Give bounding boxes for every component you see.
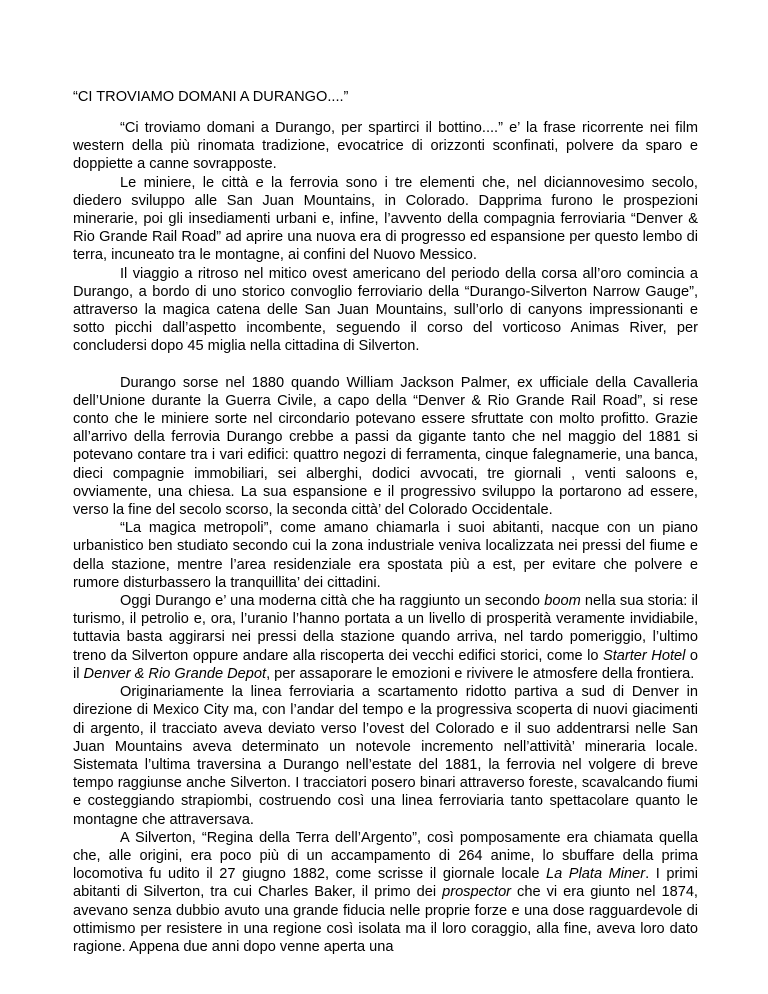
paragraph-8 [73, 829, 698, 956]
text-run: Le miniere, le città e la ferrovia sono i tre elementi che, nel diciannovesimo secolo, diedero sviluppo alle San Juan Mountains, in Colorado. Dapprima furono le prospezioni minerarie, poi gli insediamenti urbani e, infine, l’avvento della compagnia ferroviaria “Denver & Rio Grande Rail Road” ad aprire una nuova era di progresso ed espansione per questo lembo di terra, incuneato tra le montagne, ai confini del Nuovo Messico. [73, 174, 698, 264]
italic-run: prospector [442, 884, 512, 901]
text-run: A Silverton, “Regina della Terra dell’Argento”, così pomposamente era chiamata quella che, alle origini, era poco più di un accampamento di 264 anime, lo sbuffare della prima locomotiva fu udito il 27 giugno 1882, come scrisse il giornale locale [73, 829, 698, 883]
document-body [73, 119, 698, 956]
italic-run: La Plata Miner [546, 866, 646, 883]
text-run: , per assaporare le emozioni e rivivere le atmosfere della frontiera. [266, 665, 695, 682]
text-run: “La magica metropoli”, come amano chiamarla i suoi abitanti, nacque con un piano urbanistico ben studiato secondo cui la zona industriale veniva localizzata nei pressi del fiume e della stazione, mentre l’area residenziale era spostata più a est, per evitare che polvere e rumore disturbassero la tranquillita’ dei cittadini. [73, 520, 698, 591]
paragraph-6 [73, 592, 698, 683]
text-run: . I primi abitanti di Silverton, tra cui Charles Baker, il primo dei [73, 866, 698, 901]
italic-run: Starter Hotel [602, 647, 686, 664]
italic-run: boom [544, 593, 581, 610]
paragraph-5 [73, 519, 698, 592]
text-run: che vi era giunto nel 1874, avevano senza dubbio avuto una grande fiducia nelle proprie forze e una dose ragguardevole di ottimismo per resistere in una regione così isolata ma il loro coraggio, alla fine, aveva loro dato ragione. Appena due anni dopo venne aperta una [73, 884, 698, 955]
paragraph-7 [73, 683, 698, 829]
paragraph-2 [73, 174, 698, 265]
paragraph-4 [73, 374, 698, 520]
paragraph-3 [73, 265, 698, 356]
text-run: Originariamente la linea ferroviaria a scartamento ridotto partiva a sud di Denver in direzione di Mexico City ma, con l’andar del tempo e la progressiva scoperta di nuovi giacimenti di argento, il tracciato aveva deviato verso l’ovest del Colorado e il suo addentrarsi nelle San Juan Mountains aveva determinato un notevole incremento nell’attività’ mineraria locale. Sistemata l’ultima traversina a Durango nell’estate del 1881, la ferrovia nel volgere di breve tempo raggiunse anche Silverton. I tracciatori posero binari attraverso foreste, scavalcando fiumi e costeggiando strapiombi, costruendo così una linea ferroviaria tanto spettacolare quanto le montagne che attraversava. [73, 684, 698, 828]
text-run: o il [73, 647, 699, 682]
text-run: Oggi Durango e’ una moderna città che ha raggiunto un secondo [120, 593, 545, 610]
text-run: nella sua storia: il turismo, il petrolio e, ora, l’uranio l’hanno portata a un livello di prosperità veramente invidiabile, tuttavia basta aggirarsi nei pressi della stazione quando arriva, nel tardo pomeriggio, l’ultimo treno da Silverton oppure andare alla riscoperta dei vecchi edifici storici, come lo [73, 593, 698, 664]
document-title: “CI TROVIAMO DOMANI A DURANGO....” [73, 89, 349, 105]
paragraph-1 [73, 119, 698, 174]
text-run: Durango sorse nel 1880 quando William Jackson Palmer, ex ufficiale della Cavalleria dell’Unione durante la Guerra Civile, a capo della “Denver & Rio Grande Rail Road”, si rese conto che le miniere sorte nel circondario potevano essere sfruttate con molto profitto. Grazie all’arrivo della ferrovia Durango crebbe a passi da gigante tanto che nel maggio del 1881 si potevano contare tra i vari edifici: quattro negozi di ferramenta, cinque falegnamerie, una banca, dieci compagnie immobiliari, sei alberghi, dodici avvocati, tre giornali , venti saloons e, ovviamente, una chiesa. La sua espansione e il progressivo sviluppo la portarono ad essere, verso la fine del secolo scorso, la seconda città’ del Colorado Occidentale. [73, 374, 698, 519]
italic-run: Denver & Rio Grande Depot [83, 665, 267, 682]
text-run: Il viaggio a ritroso nel mitico ovest americano del periodo della corsa all’oro comincia a Durango, a bordo di uno storico convoglio ferroviario della “Durango-Silverton Narrow Gauge”, attraverso la magica catena delle San Juan Mountains, sull’orlo di canyons impressionanti e sotto picchi dall’aspetto incombente, seguendo il corso del vorticoso Animas River, per concludersi dopo 45 miglia nella cittadina di Silverton. [73, 265, 698, 355]
text-run: “Ci troviamo domani a Durango, per spartirci il bottino....” e’ la frase ricorrente nei film western della più rinomata tradizione, evocatrice di orizzonti sconfinati, polvere da sparo e doppiette a canne sovrapposte. [73, 120, 698, 173]
